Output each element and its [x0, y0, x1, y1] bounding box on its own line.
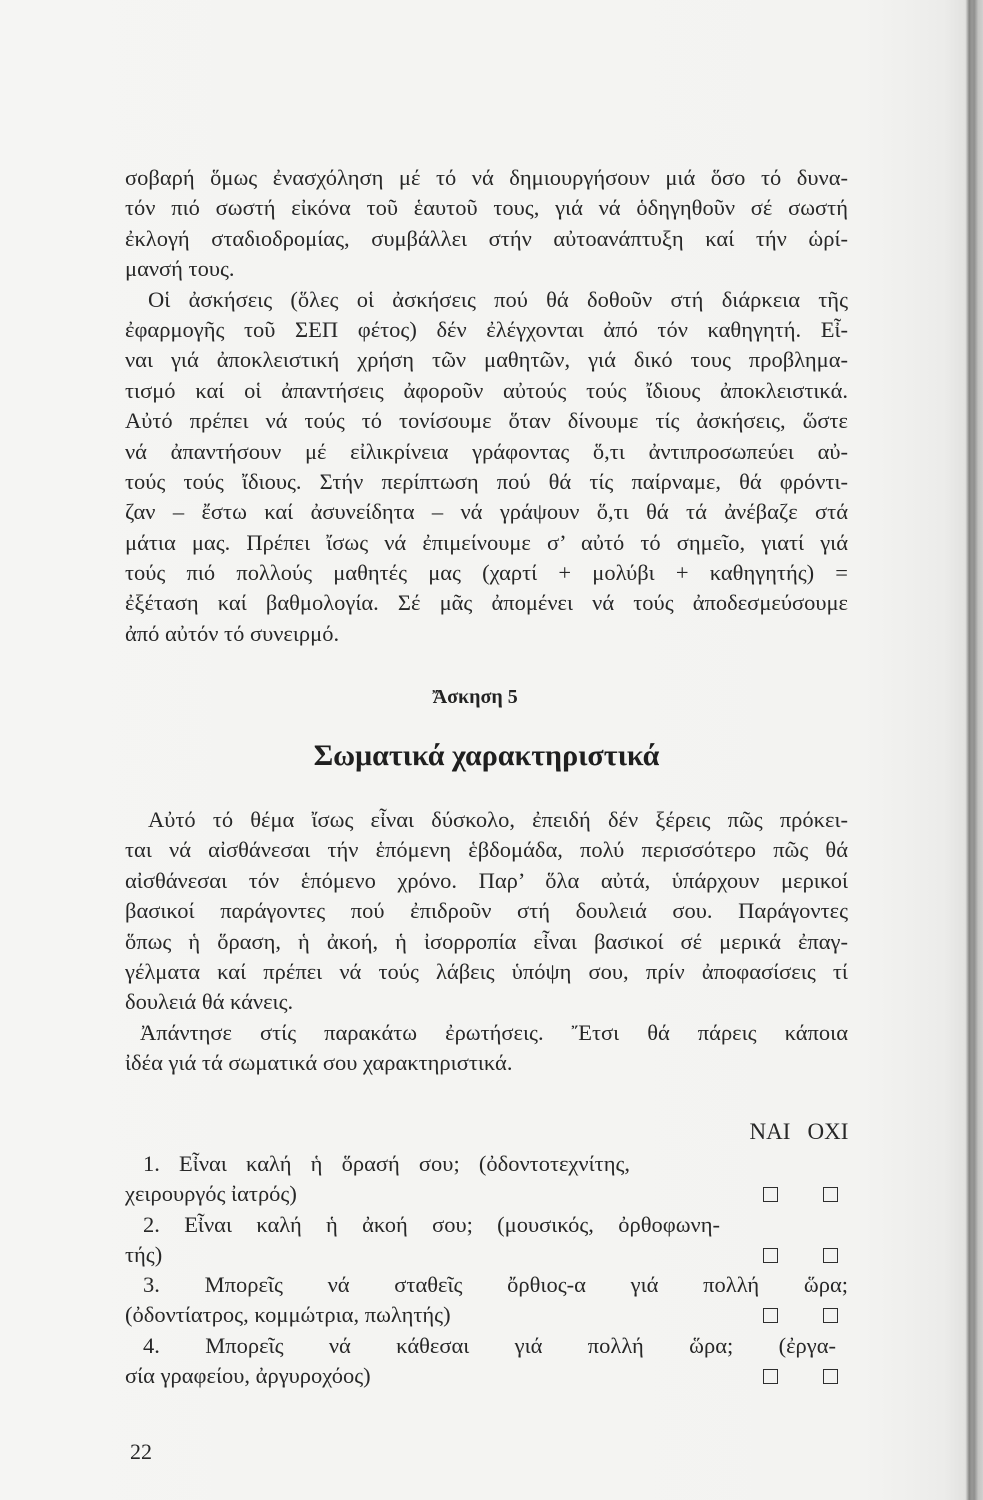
note-line: νά ἀπαντήσουν μέ εἰλικρίνεια γράφοντας ὅ,τι ἀντιπροσωπεύει αὐ- — [125, 438, 848, 464]
question-text: 3. Μπορεῖς νά σταθεῖς ὄρθιος-α γιά πολλή ὥρα; — [143, 1272, 848, 1298]
intro-line: μανσή τους. — [125, 256, 235, 282]
description-line: αἰσθάνεσαι τόν ἑπόμενο χρόνο. Παρ’ ὅλα αὐτά, ὑπάρχουν μερικοί — [125, 867, 848, 893]
page-number: 22 — [130, 1439, 152, 1464]
answers-header — [125, 1116, 848, 1148]
description-line: Αὐτό τό θέμα ἴσως εἶναι δύσκολο, ἐπειδή δέν ξέρεις πῶς πρόκει- — [148, 807, 848, 832]
question-text: σία γραφείου, ἀργυροχόος) — [125, 1363, 371, 1389]
intro-line: σοβαρή ὅμως ἐνασχόληση μέ τό νά δημιουργήσουν μιά ὅσο τό δυνα- — [125, 165, 848, 190]
description-line: ται νά αἰσθάνεσαι τήν ἑπόμενη ἑβδομάδα, πολύ περισσότερο πῶς θά — [125, 837, 848, 863]
no-column-label: ΟΧΙ — [807, 1119, 849, 1144]
yes-checkbox — [763, 1187, 778, 1202]
exercise-label: Ἄσκηση 5 — [432, 686, 518, 708]
question-row — [125, 1361, 848, 1391]
page-edge — [967, 0, 983, 1500]
description-line: ὅπως ἡ ὅραση, ἡ ἀκοή, ἡ ἰσορροπία εἶναι βασικοί σέ μερικά ἐπαγ- — [125, 928, 848, 954]
note-line: ζαν – ἔστω καί ἀσυνείδητα – νά γράψουν ὅ,τι θά τά ἀνέβαζε στά — [125, 499, 848, 525]
no-checkbox — [823, 1369, 838, 1384]
intro-line: τόν πιό σωστή εἰκόνα τοῦ ἑαυτοῦ τους, γιά νά ὁδηγηθοῦν σέ σωστή — [125, 195, 848, 221]
yes-checkbox — [763, 1248, 778, 1263]
question-row — [125, 1210, 848, 1240]
no-checkbox — [823, 1248, 838, 1263]
question-row — [125, 1179, 848, 1209]
note-line: ἀπό αὐτόν τό συνειρμό. — [125, 620, 340, 646]
question-text: 1. Εἶναι καλή ἡ ὅρασή σου; (ὀδοντοτεχνίτης, — [143, 1151, 630, 1176]
note-line: ἐφαρμογῆς τοῦ ΣΕΠ φέτος) δέν ἐλέγχονται ἀπό τόν καθηγητή. Εἶ- — [125, 316, 848, 342]
description-text — [125, 805, 848, 1079]
note-line: τούς τούς ἴδιους. Στήν περίπτωση πού θά τίς παίρναμε, θά φρόντι- — [125, 468, 848, 494]
question-row — [125, 1331, 848, 1361]
description-line: βασικοί παράγοντες πού ἐπιδροῦν στή δουλειά σου. Παράγοντες — [125, 898, 848, 924]
question-text: χειρουργός ἰατρός) — [125, 1181, 297, 1207]
question-row — [125, 1270, 848, 1300]
intro-line: ἐκλογή σταδιοδρομίας, συμβάλλει στήν αὐτοανάπτυξη καί τήν ὡρί- — [125, 225, 848, 251]
instructions-line: ἰδέα γιά τά σωματικά σου χαρακτηριστικά. — [125, 1050, 513, 1076]
note-line: Αὐτό πρέπει νά τούς τό τονίσουμε ὅταν δίνουμε τίς ἀσκήσεις, ὥστε — [125, 408, 848, 434]
note-line: τούς πιό πολλούς μαθητές μας (χαρτί + μολύβι + καθηγητής) = — [125, 560, 848, 586]
no-checkbox — [823, 1187, 838, 1202]
question-row — [125, 1300, 848, 1330]
exercise-title: Σωματικά χαρακτηριστικά — [313, 739, 660, 772]
question-text: 2. Εἶναι καλή ἡ ἀκοή σου; (μουσικός, ὀρθοφωνη- — [143, 1211, 720, 1237]
note-line: μάτια μας. Πρέπει ἴσως νά ἐπιμείνουμε σ’ αὐτό τό σημεῖο, γιατί γιά — [125, 529, 848, 555]
question-row — [125, 1149, 848, 1179]
description-line: γέλματα καί πρέπει νά τούς λάβεις ὑπόψη σου, πρίν ἀποφασίσεις τί — [125, 958, 848, 984]
instructions-line: Ἀπάντησε στίς παρακάτω ἐρωτήσεις. Ἔτσι θά πάρεις κάποια — [140, 1019, 848, 1045]
note-line: ἐξέταση καί βαθμολογία. Σέ μᾶς ἀπομένει νά τούς ἀποδεσμεύσουμε — [125, 590, 848, 616]
yes-checkbox — [763, 1369, 778, 1384]
no-checkbox — [823, 1308, 838, 1323]
yes-checkbox — [763, 1308, 778, 1323]
yes-column-label: ΝΑΙ — [749, 1119, 791, 1144]
question-list — [125, 1149, 848, 1391]
note-line: Οἱ ἀσκήσεις (ὅλες οἱ ἀσκήσεις πού θά δοθοῦν στή διάρκεια τῆς — [148, 286, 848, 312]
question-text: 4. Μπορεῖς νά κάθεσαι γιά πολλή ὥρα; (ἐργα- — [143, 1332, 836, 1358]
note-line: τισμό καί οἱ ἀπαντήσεις ἀφοροῦν αὐτούς τούς ἴδιους ἀποκλειστικά. — [125, 377, 848, 403]
description-line: δουλειά θά κάνεις. — [125, 989, 294, 1015]
intro-and-note-text — [125, 163, 848, 649]
note-line: ναι γιά ἀποκλειστική χρήση τῶν μαθητῶν, γιά δικό τους προβλημα- — [125, 347, 848, 373]
question-text: τής) — [125, 1241, 163, 1267]
question-text: (ὀδοντίατρος, κομμώτρια, πωλητής) — [125, 1302, 451, 1328]
question-row — [125, 1240, 848, 1270]
